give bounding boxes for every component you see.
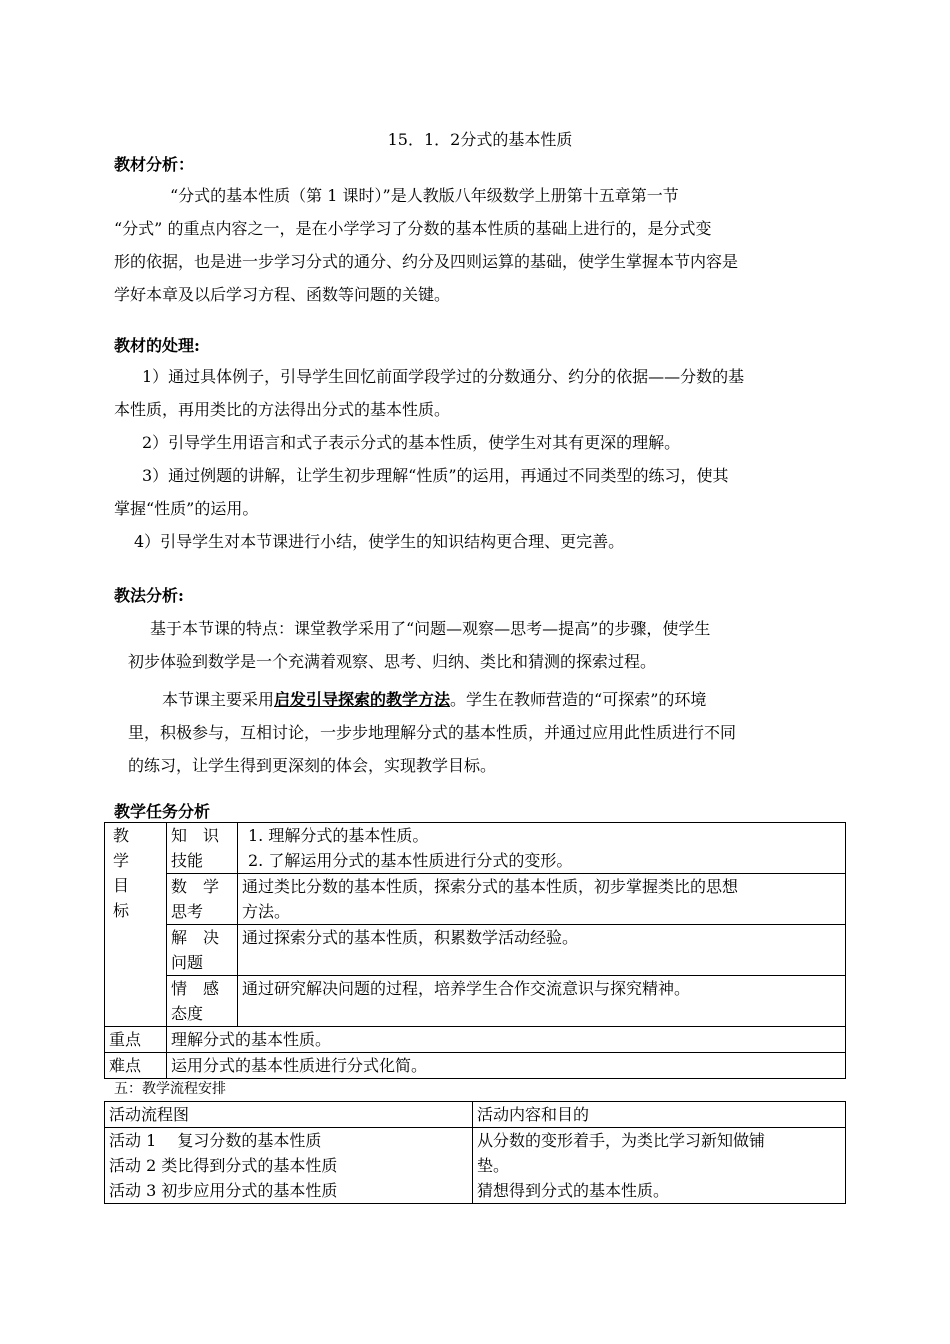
- goal-content-cell: [238, 874, 846, 925]
- purpose-list-cell: [473, 1128, 846, 1204]
- emphasized-method: 启发引导探索的教学方法: [274, 690, 451, 709]
- text-line: [114, 683, 838, 716]
- teaching-flow-table: [104, 1101, 846, 1204]
- heading-material-analysis: 教材分析：: [114, 155, 195, 174]
- goal-label-cell: [105, 823, 167, 1027]
- table-row: [105, 925, 846, 976]
- difficulty-label: 难点: [105, 1053, 167, 1079]
- goal-content-cell: [238, 925, 846, 976]
- column-header: 活动流程图: [105, 1102, 473, 1128]
- purpose-line: 垫。: [477, 1156, 510, 1175]
- table-row: [105, 874, 846, 925]
- text-line: 本性质，再用类比的方法得出分式的基本性质。: [114, 400, 451, 419]
- table-row: [105, 823, 846, 874]
- text-line: 掌握“性质”的运用。: [114, 499, 259, 518]
- goal-char: 标: [113, 901, 130, 920]
- text-line: 1）通过具体例子，引导学生回忆前面学段学过的分数通分、约分的依据——分数的基: [142, 367, 745, 386]
- heading-teaching-flow: 五：教学流程安排: [114, 1081, 226, 1097]
- text-line: 的练习，让学生得到更深刻的体会，实现教学目标。: [128, 756, 497, 775]
- heading-teaching-method: 教法分析:: [114, 586, 184, 605]
- table-row: [105, 976, 846, 1027]
- text-line: 里，积极参与，互相讨论，一步步地理解分式的基本性质，并通过应用此性质进行不同: [128, 723, 737, 742]
- goal-type-cell: [167, 823, 238, 874]
- goal-content-line: 通过类比分数的基本性质，探索分式的基本性质，初步掌握类比的思想: [242, 877, 739, 896]
- activity-item: 活动 1 复习分数的基本性质: [109, 1131, 322, 1150]
- text-line: 4）引导学生对本节课进行小结，使学生的知识结构更合理、更完善。: [134, 532, 625, 551]
- text-line: 3）通过例题的讲解，让学生初步理解“性质”的运用，再通过不同类型的练习，使其: [142, 466, 729, 485]
- purpose-line: 猜想得到分式的基本性质。: [477, 1181, 670, 1200]
- goal-char: 教: [113, 826, 130, 845]
- text-line: 形的依据，也是进一步学习分式的通分、约分及四则运算的基础，使学生掌握本节内容是: [114, 252, 739, 271]
- goal-char: 学: [113, 851, 130, 870]
- table-row: [105, 1102, 846, 1128]
- goal-type-label: 态度: [171, 1004, 204, 1023]
- table-row: [105, 1128, 846, 1204]
- purpose-line: 从分数的变形着手，为类比学习新知做铺: [477, 1131, 766, 1150]
- activity-list-cell: [105, 1128, 473, 1204]
- activity-item: 活动 2 类比得到分式的基本性质: [109, 1156, 338, 1175]
- goal-char: 目: [113, 876, 130, 895]
- text-line: 基于本节课的特点：课堂教学采用了“问题—观察—思考—提高”的步骤，使学生: [150, 619, 711, 638]
- text-span: 本节课主要采用: [162, 690, 275, 709]
- activity-item: 活动 3 初步应用分式的基本性质: [109, 1181, 338, 1200]
- document-title: 15．1．2分式的基本性质: [387, 130, 573, 149]
- task-analysis-table: [104, 822, 846, 1079]
- goal-type-label: 问题: [171, 953, 204, 972]
- paragraph-material-processing: [114, 360, 838, 558]
- text-line: 初步体验到数学是一个充满着观察、思考、归纳、类比和猜测的探索过程。: [128, 652, 657, 671]
- heading-task-analysis: 教学任务分析: [114, 802, 211, 821]
- goal-content-line: 通过探索分式的基本性质，积累数学活动经验。: [242, 928, 579, 947]
- goal-content-cell: [238, 823, 846, 874]
- goal-type-cell: [167, 976, 238, 1027]
- text-line: “分式” 的重点内容之一，是在小学学习了分数的基本性质的基础上进行的，是分式变: [114, 219, 712, 238]
- column-header: 活动内容和目的: [473, 1102, 846, 1128]
- heading-material-processing: 教材的处理:: [114, 336, 200, 355]
- goal-type-label: 情 感: [171, 979, 220, 998]
- text-line: 2）引导学生用语言和式子表示分式的基本性质，使学生对其有更深的理解。: [142, 433, 681, 452]
- key-point-content: 理解分式的基本性质。: [167, 1027, 846, 1053]
- goal-type-label: 思考: [171, 902, 204, 921]
- key-point-label: 重点: [105, 1027, 167, 1053]
- goal-type-cell: [167, 874, 238, 925]
- goal-content-line: 通过研究解决问题的过程，培养学生合作交流意识与探究精神。: [242, 979, 691, 998]
- goal-type-label: 技能: [171, 851, 204, 870]
- table-row: [105, 1027, 846, 1053]
- text-span: 。学生在教师营造的“可探索”的环境: [450, 690, 707, 709]
- paragraph-material-analysis: [114, 179, 838, 311]
- table-row: [105, 1053, 846, 1079]
- goal-type-label: 知 识: [171, 826, 220, 845]
- goal-content-line: 1. 理解分式的基本性质。: [248, 826, 429, 845]
- goal-type-cell: [167, 925, 238, 976]
- difficulty-content: 运用分式的基本性质进行分式化简。: [167, 1053, 846, 1079]
- goal-type-label: 数 学: [171, 877, 220, 896]
- paragraph-teaching-method: [114, 612, 838, 782]
- text-line: “分式的基本性质（第 1 课时）”是人教版八年级数学上册第十五章第一节: [170, 186, 679, 205]
- goal-content-line: 方法。: [242, 902, 291, 921]
- goal-content-cell: [238, 976, 846, 1027]
- text-line: 学好本章及以后学习方程、函数等问题的关键。: [114, 285, 451, 304]
- goal-content-line: 2. 了解运用分式的基本性质进行分式的变形。: [248, 851, 573, 870]
- goal-type-label: 解 决: [171, 928, 220, 947]
